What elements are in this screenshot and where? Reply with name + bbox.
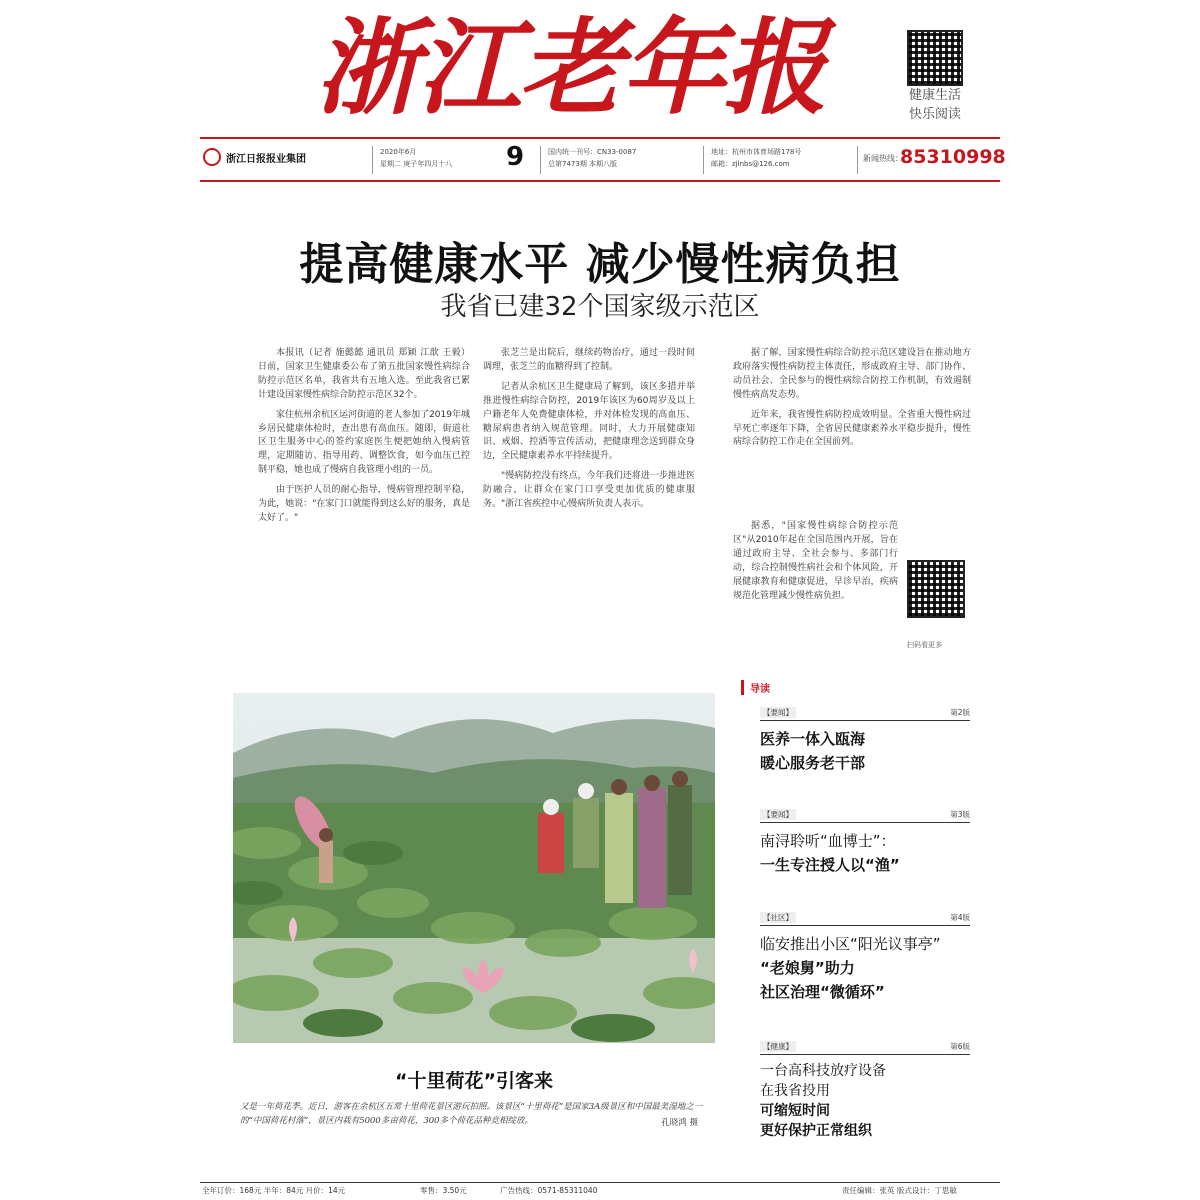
hotline-label: 新闻热线： xyxy=(863,154,903,163)
guide-title xyxy=(760,1061,970,1141)
guide-line: 医养一体入瓯海 xyxy=(760,730,866,748)
guide-page: 第6版 xyxy=(950,1042,970,1051)
guide-item[interactable] xyxy=(760,808,970,877)
issue-number: 9 xyxy=(506,142,525,172)
footer-editors: 责任编辑：张英 版式设计：丁思敏 xyxy=(842,1186,957,1195)
guide-page: 第3版 xyxy=(950,810,970,819)
guide-line: 南浔聆听“血博士”： xyxy=(760,832,896,850)
sub-headline: 我省已建32个国家级示范区 xyxy=(440,292,760,322)
guide-tag: 【要闻】 xyxy=(760,707,796,718)
publisher-logo-icon xyxy=(203,148,221,166)
footer-divider xyxy=(200,1182,1000,1183)
guide-line: 在我省投用 xyxy=(760,1083,830,1099)
guide-tag: 【要闻】 xyxy=(760,809,796,820)
guide-line: 一生专注授人以“渔” xyxy=(760,856,900,874)
guide-line: 更好保护正常组织 xyxy=(760,1123,872,1139)
article-column-3b xyxy=(733,520,898,642)
guide-item[interactable] xyxy=(760,911,970,1004)
guide-label: 导读 xyxy=(741,680,770,695)
divider xyxy=(857,146,858,174)
guide-item[interactable] xyxy=(760,706,970,775)
footer-ad-line: 广告热线：0571-85311040 xyxy=(500,1186,598,1195)
qr-code-icon xyxy=(907,30,963,86)
photo-credit: 孔晓鸿 摄 xyxy=(661,1118,698,1128)
guide-line: 暖心服务老干部 xyxy=(760,754,866,772)
divider xyxy=(540,146,541,174)
guide-line: “老娘舅”助力 xyxy=(760,959,855,977)
issue-date-block xyxy=(380,146,452,170)
guide-page: 第2版 xyxy=(950,708,970,717)
guide-line: 临安推出小区“阳光议事亭” xyxy=(760,935,941,953)
lotus-photo xyxy=(233,693,715,1043)
article-paragraph: 本报讯（记者 施懿懿 通讯员 郑颖 江歆 王毅）日前，国家卫生健康委公布了第五批国家慢性病综合防控示范区名单，我省共有五地入选。至此我省已累计建设国家慢性病综合防控示范区32个。 xyxy=(258,348,470,400)
divider xyxy=(703,146,704,174)
publisher-name: 浙江日报报业集团 xyxy=(226,154,306,165)
lotus-photo-illustration xyxy=(233,693,715,1043)
photo-caption xyxy=(240,1100,708,1128)
masthead-title: 浙江老年报 xyxy=(315,6,826,129)
slogan-line: 快乐阅读 xyxy=(908,107,961,122)
footer-prices: 全年订价：168元 半年：84元 月价：14元 xyxy=(202,1186,346,1195)
article-paragraph: 由于医护人员的耐心指导，慢病管理控制平稳，为此，她说："在家门口就能得到这么好的服务，真是太好了。" xyxy=(258,485,470,523)
slogan xyxy=(895,86,975,124)
guide-item-header xyxy=(760,706,970,721)
guide-item[interactable] xyxy=(760,1040,970,1141)
masthead-divider xyxy=(200,137,1000,139)
guide-title xyxy=(760,932,970,1004)
article-paragraph: 家住杭州余杭区运河街道的老人参加了2019年城乡居民健康体检时，查出患有高血压。随即，街道社区卫生服务中心的签约家庭医生便把她纳入慢病管理，定期随访、指导用药、调整饮食，如今血压已控制平稳，她也成了慢病自我管理小组的一员。 xyxy=(258,409,470,476)
guide-item-header xyxy=(760,911,970,926)
hotline-number: 85310998 xyxy=(900,146,1006,168)
guide-line: 社区治理“微循环” xyxy=(760,983,885,1001)
guide-title xyxy=(760,829,970,877)
code-line: 国内统一刊号：CN33-0087 xyxy=(548,148,637,156)
code-line: 总第7473期 本期八版 xyxy=(548,160,618,168)
infobar-divider xyxy=(200,180,1000,182)
publication-codes xyxy=(548,146,636,170)
issue-weekday: 星期二 庚子年四月十八 xyxy=(380,160,453,168)
guide-tag: 【健康】 xyxy=(760,1041,796,1052)
article-paragraph: "慢病防控没有终点，今年我们还将进一步推进医防融合，让群众在家门口享受更加优质的健康服务。"浙江省疾控中心慢病所负责人表示。 xyxy=(483,471,695,510)
article-column-2 xyxy=(483,347,695,645)
guide-tag: 【社区】 xyxy=(760,912,796,923)
guide-line: 可缩短时间 xyxy=(760,1103,830,1119)
article-paragraph: 近年来，我省慢性病防控成效明显。全省重大慢性病过早死亡率逐年下降，全省居民健康素养水平稳步提升，慢性病综合防控工作走在全国前列。 xyxy=(733,409,971,448)
issue-date: 2020年6月 xyxy=(380,148,417,156)
contact-block xyxy=(711,146,801,170)
divider xyxy=(372,146,373,174)
article-column-3 xyxy=(733,347,971,547)
article-paragraph: 张芝兰是出院后，继续药物治疗，通过一段时间调理，张芝兰的血糖得到了控制。 xyxy=(483,348,695,372)
article-paragraph: 据了解，国家慢性病综合防控示范区建设旨在推动地方政府落实慢性病防控主体责任，形成政府主导、部门协作、动员社会、全民参与的慢性病综合防控工作机制，有效遏制慢性病高发态势。 xyxy=(733,348,971,400)
qr-code-icon xyxy=(907,560,965,618)
slogan-line: 健康生活 xyxy=(908,88,961,103)
article-column-1 xyxy=(258,347,470,645)
article-paragraph: 记者从余杭区卫生健康局了解到，该区多措并举推进慢性病综合防控，2019年该区为60周岁及以上户籍老年人免费健康体检，并对体检发现的高血压、糖尿病患者纳入规范管理。同时，大力开展健康知识、戒烟、控酒等宣传活动，把健康理念送到群众身边，全民健康素养水平持续提升。 xyxy=(483,381,695,462)
guide-item-header xyxy=(760,1040,970,1055)
article-paragraph: 据悉，"国家慢性病综合防控示范区"从2010年起在全国范围内开展，旨在通过政府主导、全社会参与、多部门行动，综合控制慢性病社会和个体风险，开展健康教育和健康促进，早诊早治，疾病规范化管理减少慢性病负担。 xyxy=(733,521,898,601)
qr-caption: 扫码看更多 xyxy=(907,641,942,649)
photo-caption-title: “十里荷花”引客来 xyxy=(395,1070,553,1092)
main-headline: 提高健康水平 减少慢性病负担 xyxy=(299,239,901,290)
guide-title xyxy=(760,727,970,775)
photo-caption-body: 又是一年荷花季。近日，游客在余杭区五常十里荷花景区游玩拍照。该景区“十里荷花”是国家3A级景区和中国最美湿地之一的“中国荷花村落”，景区内栽有5000多亩荷花，300多个荷花品种竞相绽放。 xyxy=(240,1102,703,1126)
guide-item-header xyxy=(760,808,970,823)
guide-line: 一台高科技放疗设备 xyxy=(760,1063,886,1079)
footer-retail: 零售：3.50元 xyxy=(420,1186,467,1195)
guide-page: 第4版 xyxy=(950,913,970,922)
email: 邮箱：zjlnbs@126.com xyxy=(711,160,790,168)
address: 地址：杭州市体育场路178号 xyxy=(711,148,802,156)
